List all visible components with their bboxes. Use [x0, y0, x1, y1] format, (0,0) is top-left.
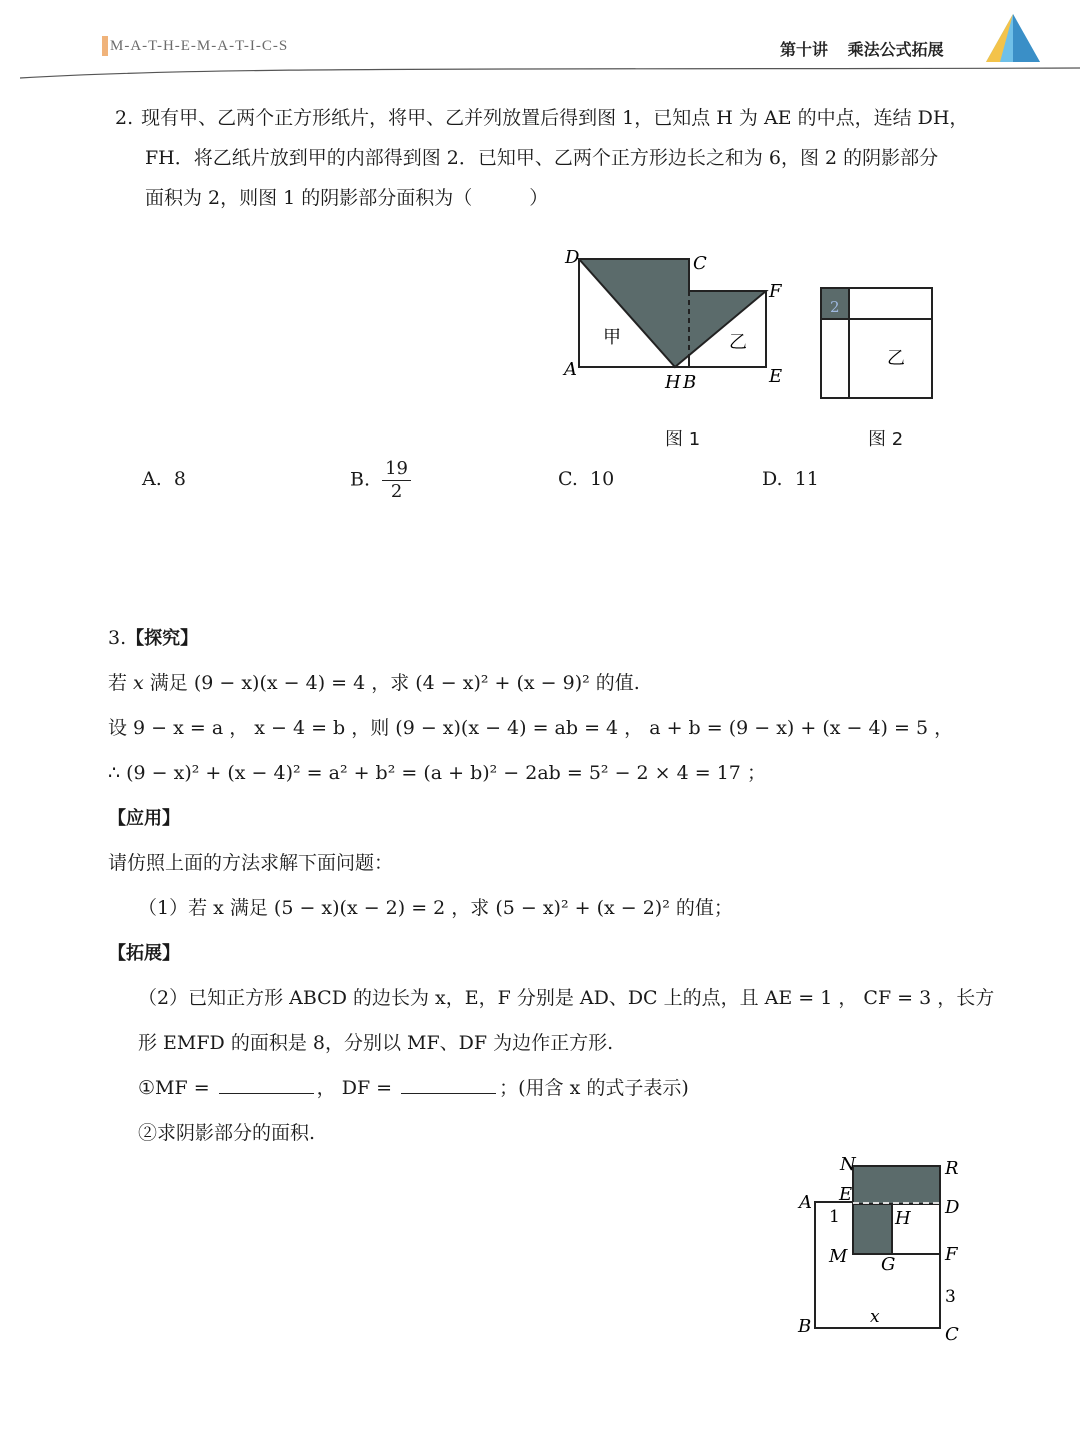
fig3-label-B: B — [798, 1316, 812, 1337]
fig3-label-D: D — [945, 1197, 960, 1218]
option-b-fraction: $\frac{19}{2}$ — [382, 458, 411, 503]
q2-line-3: 面积为 2，则图 1 的阴影部分面积为（ ） — [145, 187, 549, 209]
fig2-label-yi: 乙 — [887, 348, 905, 369]
q3-explore-line-3: ∴ (9 − x)² + (x − 4)² = a² + b² = (a + b)² − 2ab = 5² − 2 × 4 = 17 ； — [108, 762, 766, 784]
fig1-label-E: E — [769, 366, 783, 387]
fig3-label-x: x — [870, 1307, 880, 1327]
fig3-label-E: E — [839, 1184, 853, 1205]
q2-number: 2. — [115, 107, 134, 129]
q3-extend-line-1: （2）已知正方形 ABCD 的边长为 x，E，F 分别是 AD、DC 上的点，且 AE = 1 ， CF = 3 ，长方 — [138, 987, 995, 1009]
fig1-caption: 图 1 — [665, 429, 701, 450]
option-a[interactable]: A. 8 — [142, 468, 186, 490]
q3-apply-intro: 请仿照上面的方法求解下面问题： — [108, 852, 394, 874]
q3-apply-title: 【应用】 — [108, 808, 180, 829]
fig3-label-A: A — [799, 1192, 812, 1213]
q3-extend-line-2: 形 EMFD 的面积是 8，分别以 MF、DF 为边作正方形. — [138, 1032, 614, 1054]
fig1-label-A: A — [564, 359, 577, 380]
fig3-label-R: R — [945, 1158, 959, 1179]
q3-heading: 3.【探究】 — [108, 627, 199, 649]
header-pyramid-logo — [982, 10, 1044, 68]
option-b[interactable]: B. $\frac{19}{2}$ — [350, 458, 411, 503]
fig1-label-F: F — [769, 281, 782, 302]
figure-2 — [815, 280, 940, 405]
fig3-label-H: H — [895, 1208, 911, 1229]
q3-explore-line-2: 设 9 − x = a ， x − 4 = b ，则 (9 − x)(x − 4) = ab = 4 ， a + b = (9 − x) + (x − 4) = 5 ， — [108, 717, 954, 739]
q3-explore-line-1: 若 x 满足 (9 − x)(x − 4) = 4 ，求 (4 − x)² + (x − 9)² 的值. — [108, 672, 640, 694]
fig1-label-B: B — [683, 372, 697, 393]
option-c[interactable]: C. 10 — [558, 468, 615, 490]
fig1-label-yi: 乙 — [729, 332, 747, 353]
fig1-label-jia: 甲 — [603, 327, 621, 348]
header-title — [780, 37, 958, 60]
q3-sub-question-2: ②求阴影部分的面积. — [138, 1122, 316, 1144]
fig2-shaded-label: 2 — [830, 298, 840, 316]
fig3-label-M: M — [829, 1246, 848, 1267]
lecture-number: 第十讲 — [780, 40, 829, 59]
fig3-label-three: 3 — [945, 1287, 956, 1307]
fig3-label-G: G — [881, 1254, 896, 1275]
header-accent-bar — [102, 36, 108, 56]
q3-sub-question-1: ①MF = ， DF = ；(用含 x 的式子表示) — [108, 1066, 1008, 1111]
option-d[interactable]: D. 11 — [762, 468, 819, 490]
fig2-caption: 图 2 — [868, 429, 904, 450]
df-answer-blank[interactable] — [401, 1073, 496, 1094]
fig1-label-C: C — [693, 253, 707, 274]
header-brand: M-A-T-H-E-M-A-T-I-C-S — [110, 38, 289, 54]
mf-answer-blank[interactable] — [219, 1073, 314, 1094]
fig1-label-H: H — [665, 372, 681, 393]
q3-extend-title: 【拓展】 — [108, 943, 180, 964]
header-divider — [20, 62, 1080, 80]
q2-line-2: FH．将乙纸片放到甲的内部得到图 2．已知甲、乙两个正方形边长之和为 6，图 2 的阴影部分 — [145, 147, 939, 169]
fig1-label-D: D — [565, 247, 580, 268]
fig3-label-one: 1 — [829, 1207, 840, 1227]
q3-apply-q1: （1）若 x 满足 (5 − x)(x − 2) = 2 ，求 (5 − x)² + (x − 2)² 的值； — [138, 897, 733, 919]
question-3 — [108, 616, 1008, 1156]
figure-1 — [555, 245, 795, 395]
q2-line-1: 2. 现有甲、乙两个正方形纸片，将甲、乙并列放置后得到图 1，已知点 H 为 AE 的中点，连结 DH， — [115, 107, 969, 129]
fig3-label-C: C — [945, 1324, 959, 1345]
question-2 — [115, 98, 995, 218]
lecture-topic: 乘法公式拓展 — [847, 40, 944, 59]
figure-3 — [795, 1150, 975, 1350]
fig3-label-N: N — [840, 1154, 856, 1175]
fig3-label-F: F — [945, 1244, 958, 1265]
